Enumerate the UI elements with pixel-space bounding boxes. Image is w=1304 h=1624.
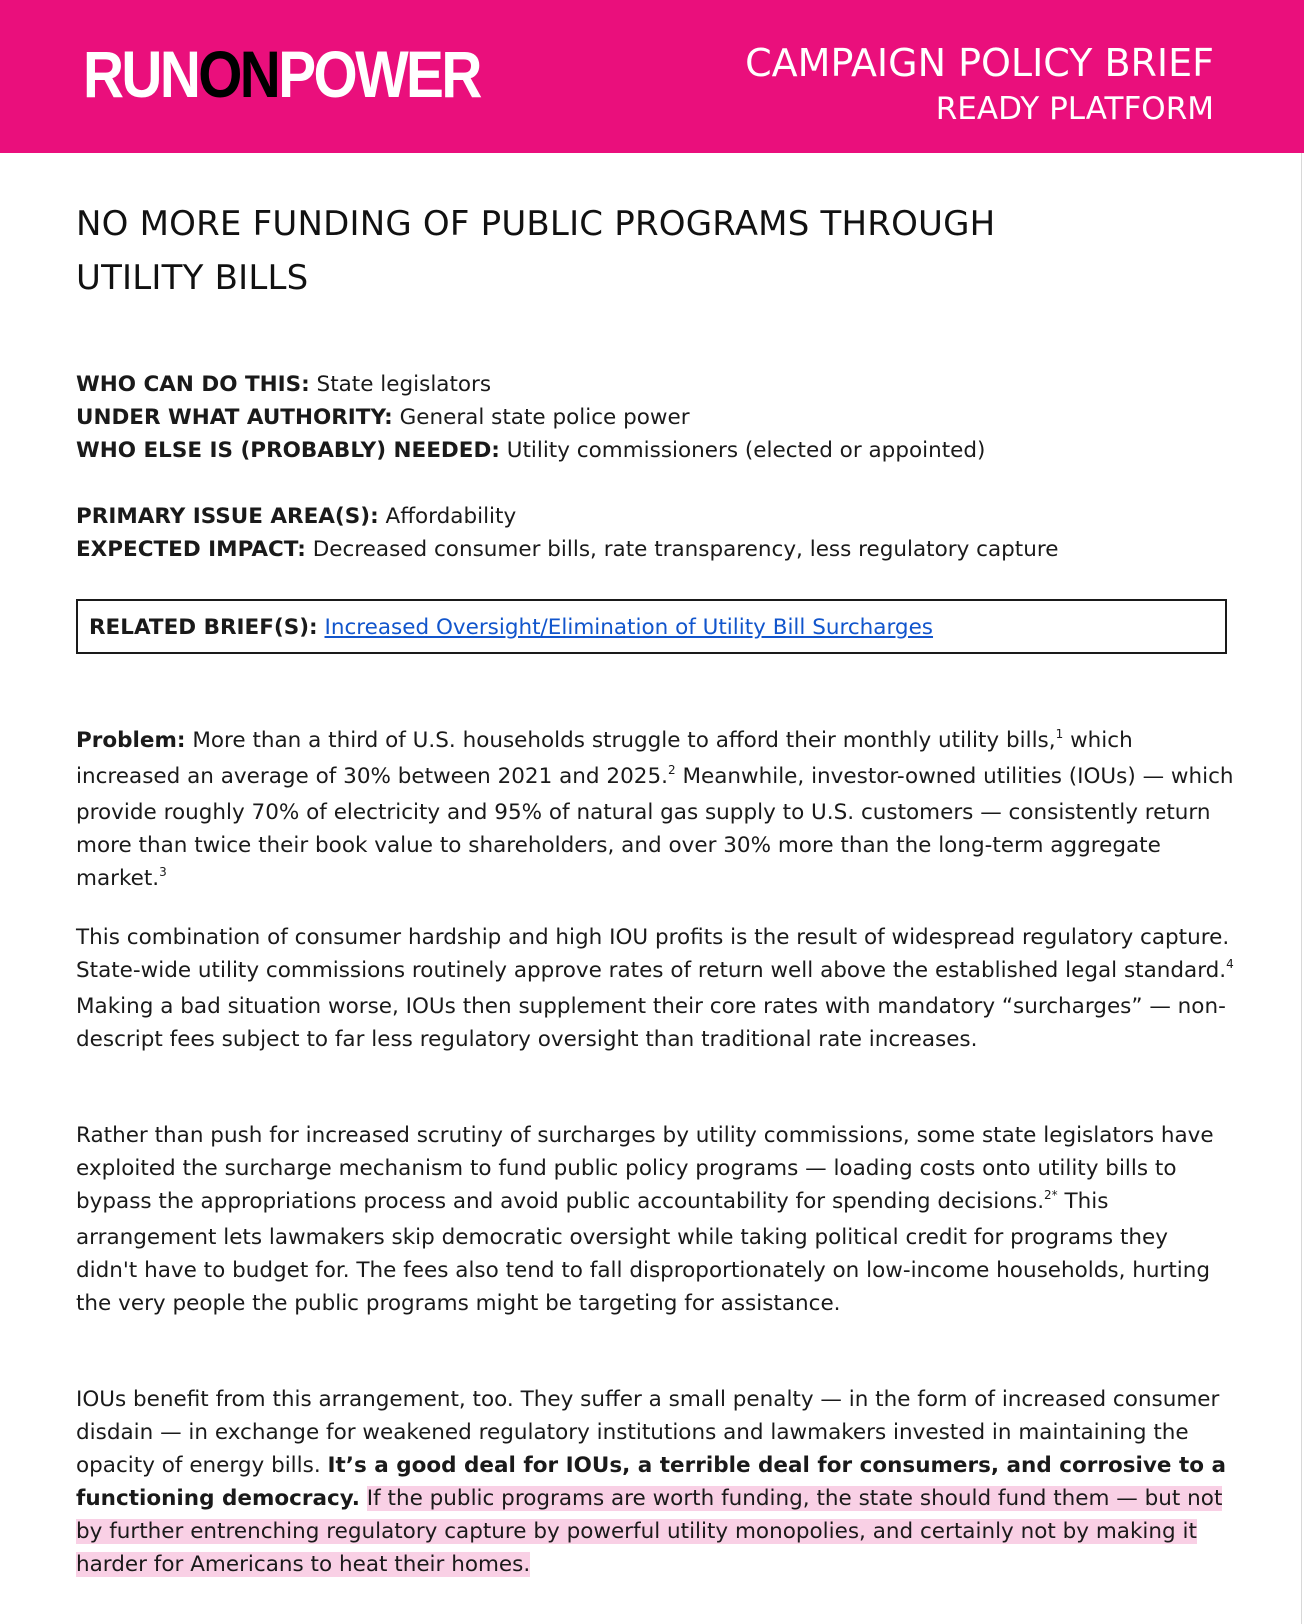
- brief-type-line2: READY PLATFORM: [935, 91, 1214, 127]
- surcharge-paragraph: [76, 1119, 1236, 1320]
- related-briefs: [89, 611, 933, 644]
- meta-needed-value: Utility commissioners (elected or appointed): [499, 438, 986, 463]
- brief-type: [745, 40, 1214, 132]
- meta-needed: [76, 434, 1236, 467]
- page-title: [76, 197, 1236, 305]
- meta-authority-block: [76, 368, 1236, 467]
- meta-authority-value: General state police power: [392, 405, 690, 430]
- meta-needed-label: WHO ELSE IS (PROBABLY) NEEDED:: [76, 438, 500, 463]
- title-line2: UTILITY BILLS: [76, 258, 309, 298]
- logo-on: ON: [198, 37, 279, 111]
- p4-space: [360, 1486, 367, 1511]
- meta-authority: [76, 401, 1236, 434]
- p1-text-2: which increased an average of 30% between 2021 and 2025.: [76, 728, 1133, 789]
- problem-label: Problem:: [76, 728, 186, 753]
- p2-text-1: This combination of consumer hardship and high IOU profits is the result of widespread regulatory capture. State-wide utility commissions routinely approve rates of return well above the established legal standard.: [76, 925, 1230, 983]
- meta-who-value: State legislators: [309, 372, 492, 397]
- p1-text-1: More than a third of U.S. households struggle to afford their monthly utility bills,: [185, 728, 1056, 753]
- p1-text-3: Meanwhile, investor-owned utilities (IOUs) — which provide roughly 70% of electricity and 95% of natural gas supply to U.S. customers — consistently return more than twice their book value to shareholders, and over 30% more than the long-term aggregate market.: [76, 764, 1234, 891]
- iou-benefit-paragraph: [76, 1383, 1236, 1581]
- footnote-ref-1[interactable]: 1: [1055, 727, 1064, 741]
- meta-issue: [76, 500, 1236, 533]
- meta-impact: [76, 533, 1236, 566]
- header-banner: [0, 0, 1304, 153]
- footnote-ref-2-star[interactable]: 2*: [1044, 1188, 1058, 1202]
- footnote-ref-2[interactable]: 2: [667, 763, 676, 777]
- p2-text-2: Making a bad situation worse, IOUs then supplement their core rates with mandatory “surcharges” — non-descript fees subject to far less regulatory oversight than traditional rate increases.: [76, 994, 1226, 1052]
- capture-paragraph: [76, 921, 1236, 1056]
- meta-who-label: WHO CAN DO THIS:: [76, 372, 310, 397]
- logo-run: RUN: [83, 37, 199, 111]
- related-briefs-box: [76, 599, 1227, 654]
- related-label: RELATED BRIEF(S):: [89, 615, 318, 640]
- brief-type-line1: CAMPAIGN POLICY BRIEF: [745, 41, 1214, 85]
- p4-highlight: If the public programs are worth funding, the state should fund them — but not by further entrenching regulatory capture by powerful utility monopolies, and certainly not by making it harder for Americans to heat their homes.: [76, 1486, 1223, 1577]
- related-brief-link[interactable]: Increased Oversight/Elimination of Utility Bill Surcharges: [324, 615, 934, 640]
- p4-bold-statement: It’s a good deal for IOUs, a terrible deal for consumers, and corrosive to a functioning democracy.: [76, 1453, 1227, 1511]
- footnote-ref-3[interactable]: 3: [159, 865, 167, 879]
- meta-who: [76, 368, 1236, 401]
- logo-power: POWER: [278, 37, 480, 111]
- runonpower-logo[interactable]: [83, 36, 480, 112]
- meta-issue-label: PRIMARY ISSUE AREA(S):: [76, 504, 379, 529]
- meta-authority-label: UNDER WHAT AUTHORITY:: [76, 405, 393, 430]
- title-line1: NO MORE FUNDING OF PUBLIC PROGRAMS THROUGH: [76, 204, 996, 244]
- p3-text-2: This arrangement lets lawmakers skip democratic oversight while taking political credit for programs they didn't have to budget for. The fees also tend to fall disproportionately on low-income households, hurting the very people the public programs might be targeting for assistance.: [76, 1189, 1211, 1316]
- meta-impact-value: Decreased consumer bills, rate transparency, less regulatory capture: [305, 537, 1059, 562]
- p4-text-1: IOUs benefit from this arrangement, too. They suffer a small penalty — in the form of increased consumer disdain — in exchange for weakened regulatory institutions and lawmakers invested in maintaining the opacity of energy bills.: [76, 1387, 1220, 1478]
- meta-impact-block: [76, 500, 1236, 566]
- p3-text-1: Rather than push for increased scrutiny of surcharges by utility commissions, some state legislators have exploited the surcharge mechanism to fund public policy programs — loading costs onto utility bills to bypass the appropriations process and avoid public accountability for spending decisions.: [76, 1123, 1214, 1214]
- meta-issue-value: Affordability: [378, 504, 517, 529]
- problem-paragraph: [76, 724, 1236, 898]
- page-edge-rule: [1301, 153, 1302, 1624]
- footnote-ref-4[interactable]: 4: [1226, 957, 1234, 971]
- meta-impact-label: EXPECTED IMPACT:: [76, 537, 306, 562]
